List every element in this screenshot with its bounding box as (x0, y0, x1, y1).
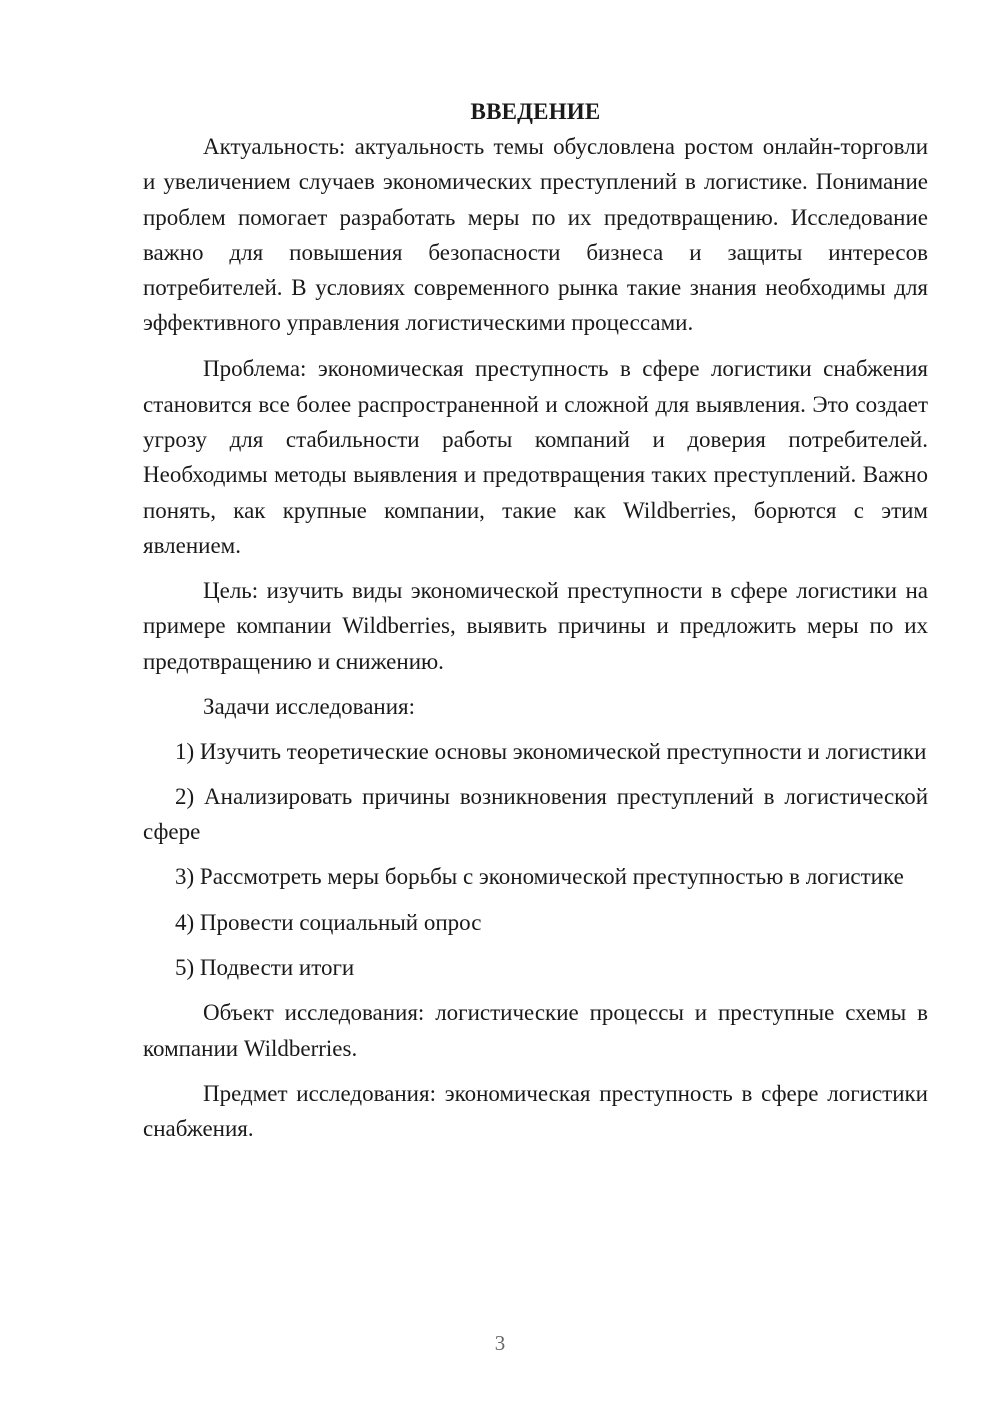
list-item: 4) Провести социальный опрос (175, 909, 482, 935)
object-paragraph: Объект исследования: логистические процессы и преступные схемы в компании Wildberries. (143, 1000, 928, 1061)
page-title: ВВЕДЕНИЕ (470, 99, 601, 124)
relevance-paragraph: Актуальность: актуальность темы обусловлена ростом онлайн-торговли и увеличением случаев экономических преступлений в логистике. Понимание проблем помогает разработать меры по их предотвращению. Исследование важно для повышения безопасности бизнеса и защиты интересов потребителей. В условиях современного рынка такие знания необходимы для эффективного управления логистическими процессами. (143, 134, 928, 336)
tasks-heading: Задачи исследования: (203, 693, 416, 719)
list-item: 2) Анализировать причины возникновения преступлений в логистической сфере (143, 783, 928, 845)
page-number: 3 (494, 1331, 506, 1355)
list-item: 5) Подвести итоги (175, 954, 355, 980)
problem-paragraph: Проблема: экономическая преступность в сфере логистики снабжения становится все более распространенной и сложной для выявления. Это создает угрозу для стабильности работы компаний и доверия потребителей. Необходимы методы выявления и предотвращения таких преступлений. Важно понять, как крупные компании, такие как Wildberries, борются с этим явлением. (143, 356, 928, 558)
document-page (143, 94, 928, 1156)
list-item: 3) Рассмотреть меры борьбы с экономической преступностью в логистике (175, 864, 904, 890)
tasks-list (143, 734, 928, 986)
subject-paragraph: Предмет исследования: экономическая преступность в сфере логистики снабжения. (143, 1080, 928, 1141)
goal-paragraph: Цель: изучить виды экономической преступности в сфере логистики на примере компании Wildberries, выявить причины и предложить меры по их предотвращению и снижению. (143, 577, 928, 674)
list-item: 1) Изучить теоретические основы экономической преступности и логистики (175, 738, 927, 764)
